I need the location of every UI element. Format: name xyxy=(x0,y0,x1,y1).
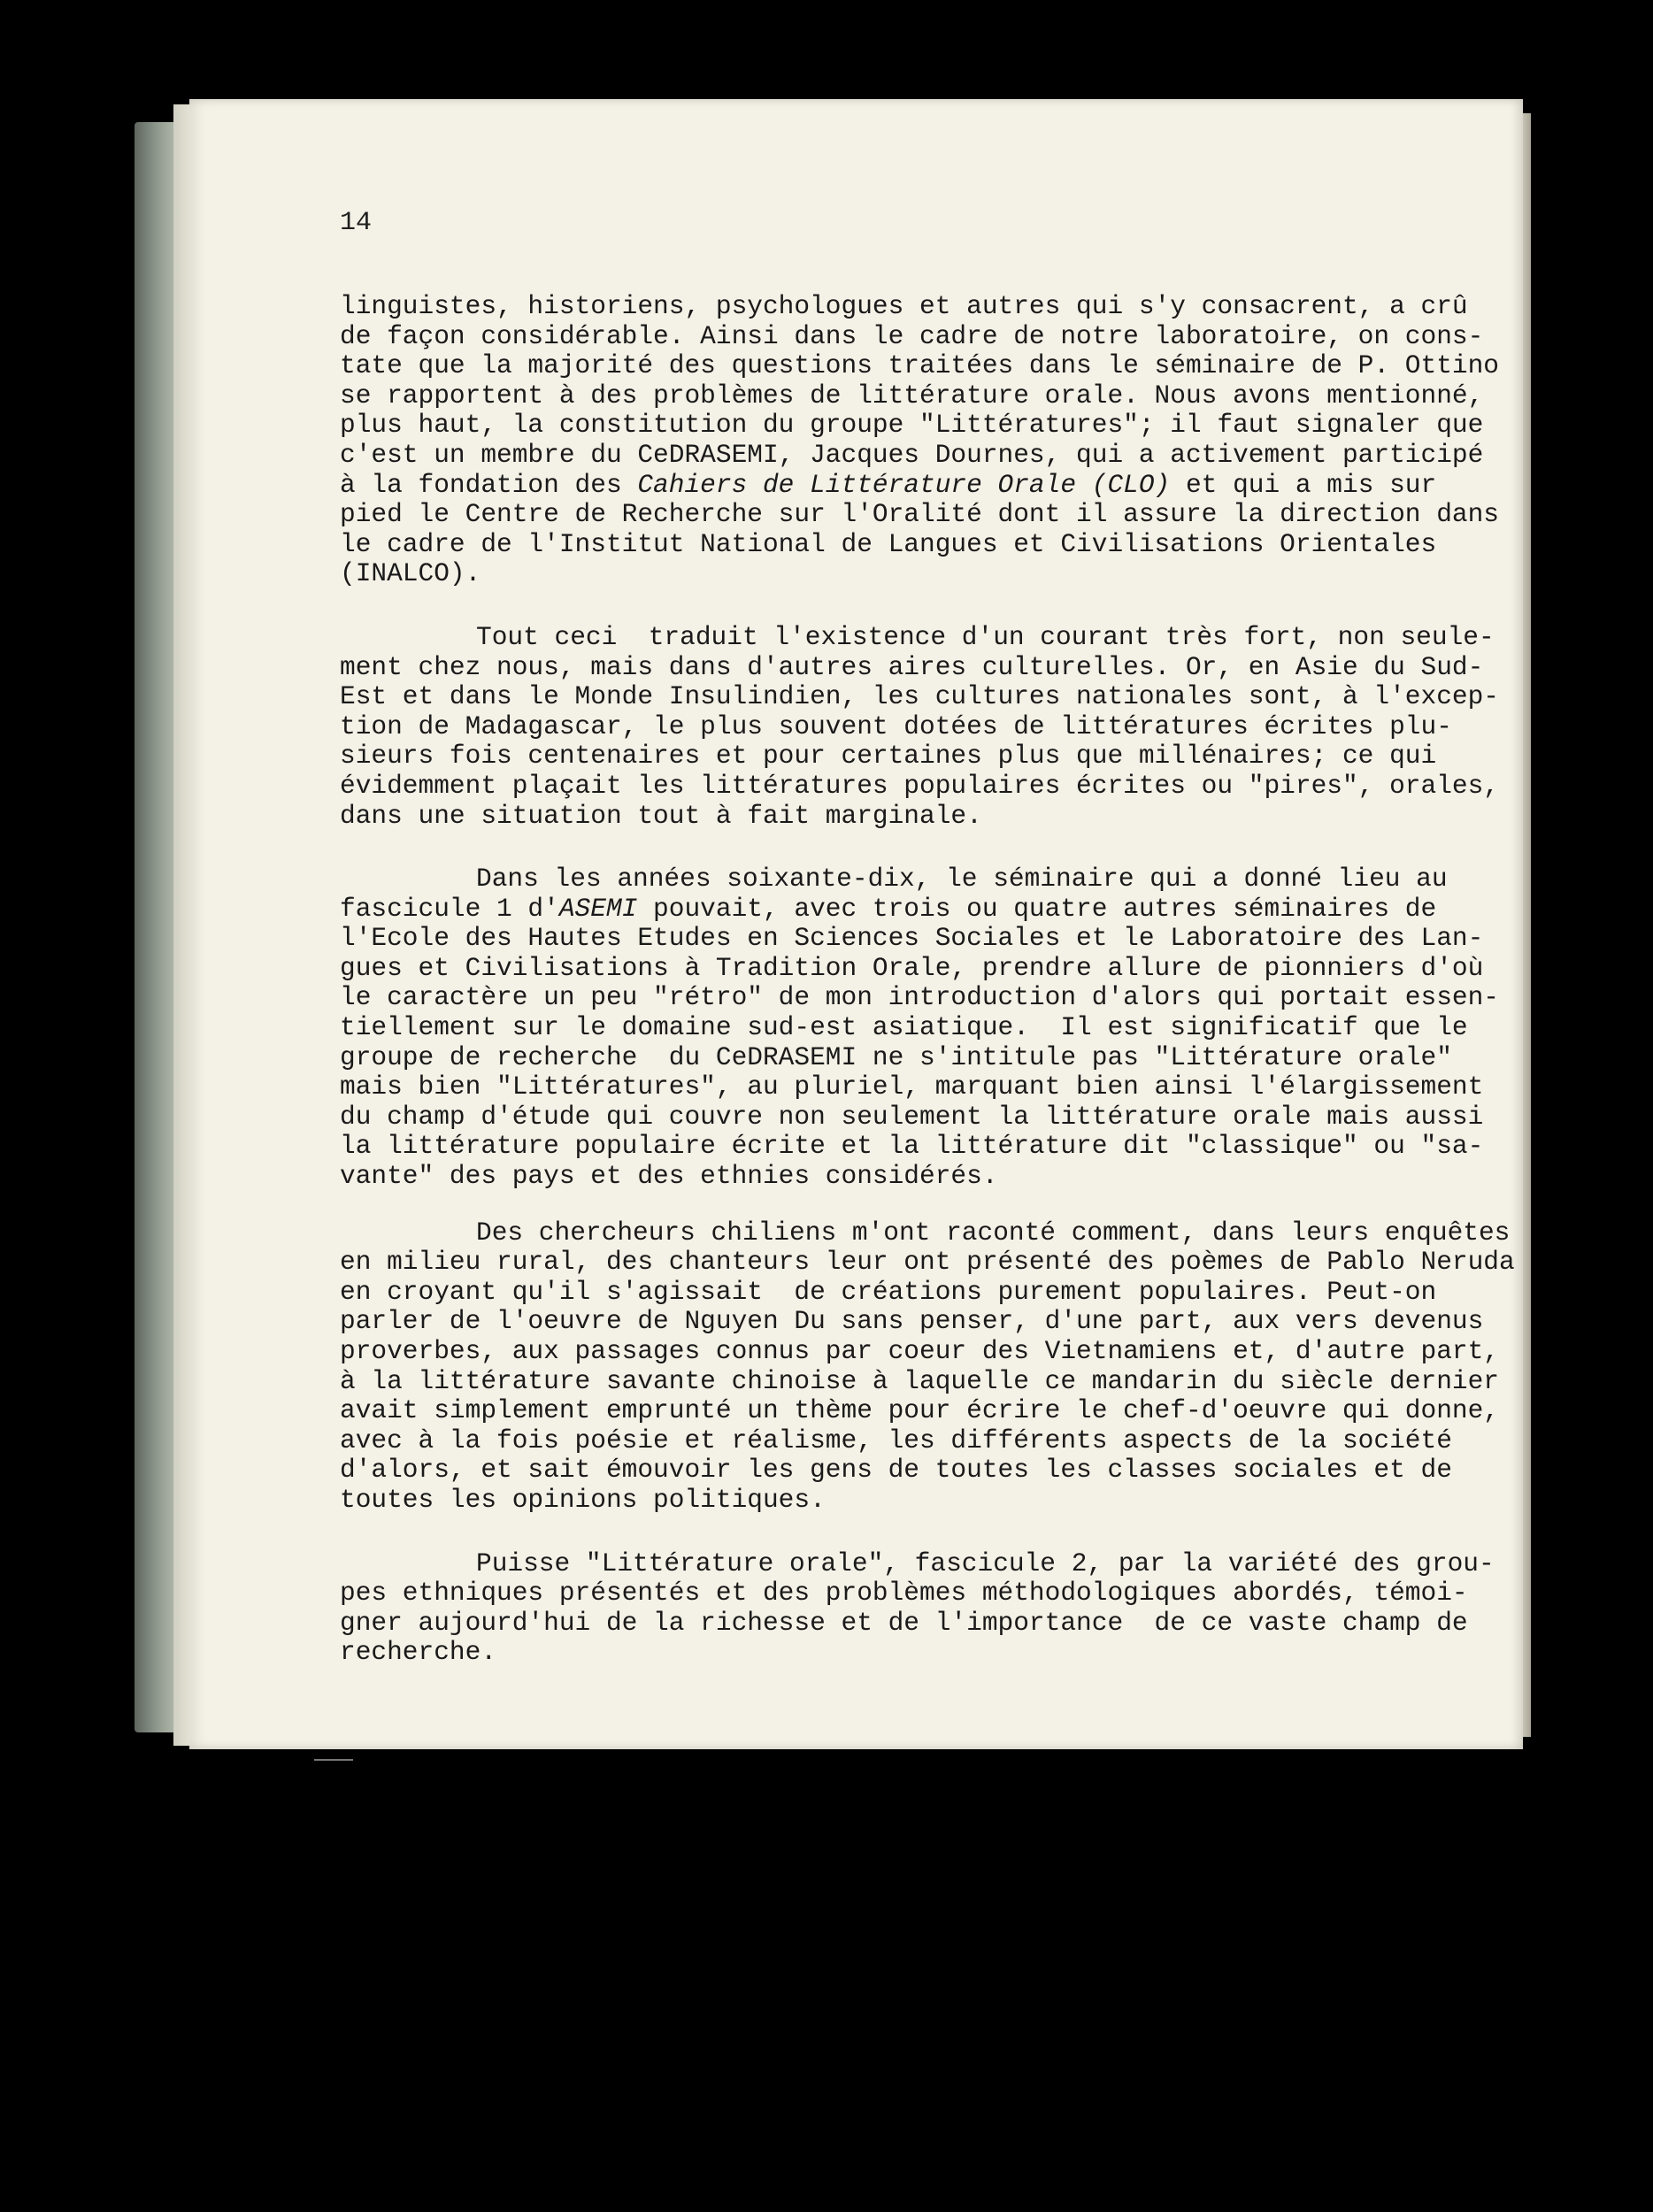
text-line xyxy=(340,895,1472,925)
text-line: le caractère un peu "rétro" de mon introduction d'alors qui portait essen- xyxy=(340,982,1500,1013)
text-line: à la littérature savante chinoise à laquelle ce mandarin du siècle dernier xyxy=(340,1365,1500,1396)
text-line: proverbes, aux passages connus par coeur des Vietnamiens et, d'autre part, xyxy=(340,1336,1500,1366)
text-line: ment chez nous, mais dans d'autres aires culturelles. Or, en Asie du Sud- xyxy=(340,651,1484,682)
text-line: Tout ceci traduit l'existence d'un courant très fort, non seule- xyxy=(476,621,1495,652)
text-line: pied le Centre de Recherche sur l'Oralité dont il assure la direction dans xyxy=(340,499,1500,530)
text-line: toutes les opinions politiques. xyxy=(340,1484,826,1515)
text-line: groupe de recherche du CeDRASEMI ne s'intitule pas "Littérature orale" xyxy=(340,1041,1452,1072)
text-line: le cadre de l'Institut National de Langues et Civilisations Orientales xyxy=(340,528,1437,559)
journal-title-italic: ASEMI xyxy=(558,893,638,924)
text-line: sieurs fois centenaires et pour certaines plus que millénaires; ce qui xyxy=(340,741,1437,772)
text-line: (INALCO). xyxy=(340,558,481,589)
text-segment: et qui a mis sur xyxy=(1170,469,1437,500)
paragraph xyxy=(340,1217,1515,1516)
page-number: 14 xyxy=(340,208,373,238)
text-line: de façon considérable. Ainsi dans le cadre de notre laboratoire, on cons- xyxy=(340,320,1484,351)
text-line: en milieu rural, des chanteurs leur ont présenté des poèmes de Pablo Neruda xyxy=(340,1247,1515,1278)
text-line: tion de Madagascar, le plus souvent dotées de littératures écrites plu- xyxy=(340,710,1452,741)
document-page xyxy=(189,99,1523,1749)
text-segment: pouvait, avec trois ou quatre autres séminaires de xyxy=(637,893,1437,924)
text-line: Dans les années soixante-dix, le séminaire qui a donné lieu au xyxy=(476,864,1448,895)
text-line: c'est un membre du CeDRASEMI, Jacques Dournes, qui a activement participé xyxy=(340,439,1484,470)
margin-rule-mark xyxy=(314,1759,353,1761)
paragraph xyxy=(340,621,1500,831)
paragraph xyxy=(340,864,1500,1192)
text-line: d'alors, et sait émouvoir les gens de toutes les classes sociales et de xyxy=(340,1455,1452,1486)
text-line: l'Ecole des Hautes Etudes en Sciences Sociales et le Laboratoire des Lan- xyxy=(340,923,1484,954)
text-line: en croyant qu'il s'agissait de créations purement populaires. Peut-on xyxy=(340,1276,1437,1307)
text-segment: à la fondation des xyxy=(340,469,638,500)
text-line: recherche. xyxy=(340,1637,497,1668)
paragraph xyxy=(340,1548,1495,1668)
text-line: gues et Civilisations à Tradition Orale, prendre allure de pionniers d'où xyxy=(340,952,1484,983)
text-line: la littérature populaire écrite et la littérature dit "classique" ou "sa- xyxy=(340,1131,1484,1162)
text-line xyxy=(340,471,1472,501)
body-text xyxy=(340,291,1515,1701)
text-line: gner aujourd'hui de la richesse et de l'importance de ce vaste champ de xyxy=(340,1607,1468,1638)
text-segment: fascicule 1 d' xyxy=(340,893,559,924)
text-line: plus haut, la constitution du groupe "Littératures"; il faut signaler que xyxy=(340,410,1484,441)
text-line: parler de l'oeuvre de Nguyen Du sans penser, d'une part, aux vers devenus xyxy=(340,1306,1484,1337)
text-line: Est et dans le Monde Insulindien, les cultures nationales sont, à l'excep- xyxy=(340,681,1500,712)
text-line: se rapportent à des problèmes de littérature orale. Nous avons mentionné, xyxy=(340,380,1484,411)
text-line: vante" des pays et des ethnies considérés. xyxy=(340,1161,998,1192)
text-line: avec à la fois poésie et réalisme, les différents aspects de la société xyxy=(340,1425,1452,1455)
text-line: pes ethniques présentés et des problèmes méthodologiques abordés, témoi- xyxy=(340,1578,1468,1609)
text-line: mais bien "Littératures", au pluriel, marquant bien ainsi l'élargissement xyxy=(340,1071,1484,1102)
text-line: Des chercheurs chiliens m'ont raconté comment, dans leurs enquêtes xyxy=(476,1217,1511,1248)
text-line: Puisse "Littérature orale", fascicule 2, par la variété des grou- xyxy=(476,1548,1495,1578)
text-line: linguistes, historiens, psychologues et autres qui s'y consacrent, a crû xyxy=(340,291,1468,321)
text-line: avait simplement emprunté un thème pour écrire le chef-d'oeuvre qui donne, xyxy=(340,1395,1500,1426)
text-line: du champ d'étude qui couvre non seulement la littérature orale mais aussi xyxy=(340,1101,1484,1132)
paragraph-continuation xyxy=(340,291,1500,589)
text-line: tiellement sur le domaine sud-est asiatique. Il est significatif que le xyxy=(340,1012,1468,1043)
journal-title-italic: Cahiers de Littérature Orale (CLO) xyxy=(637,469,1171,500)
text-line: évidemment plaçait les littératures populaires écrites ou "pires", orales, xyxy=(340,770,1500,801)
text-line: tate que la majorité des questions traitées dans le séminaire de P. Ottino xyxy=(340,350,1500,381)
text-line: dans une situation tout à fait marginale. xyxy=(340,800,982,831)
